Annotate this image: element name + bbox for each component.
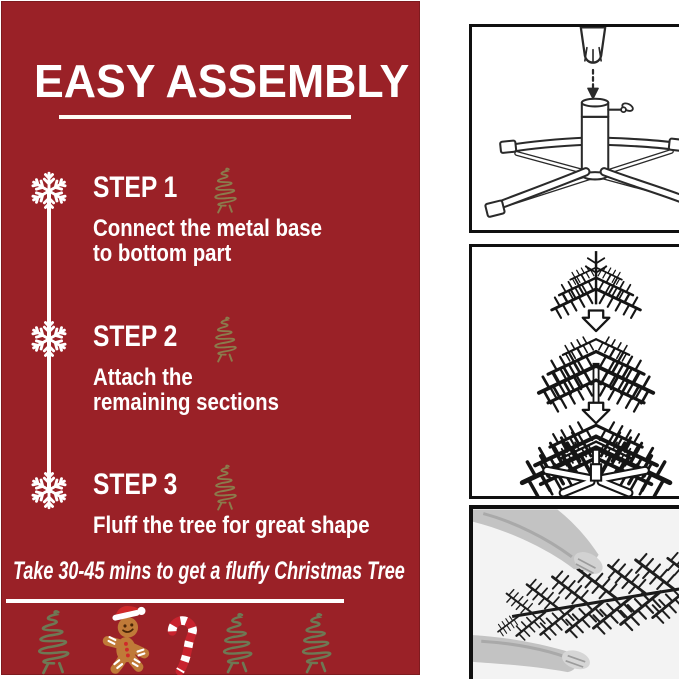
tree-base-stand-diagram xyxy=(472,27,679,230)
scribble-tree-icon xyxy=(208,167,242,214)
instructions-panel xyxy=(1,1,420,675)
step-2-label: STEP 2 xyxy=(93,320,178,353)
step-2-desc-line1: Attach the xyxy=(93,364,193,391)
tree-sections-stack-diagram xyxy=(472,247,679,496)
candy-cane-icon xyxy=(159,607,199,675)
step-2-description xyxy=(93,366,312,416)
step-3-header xyxy=(93,470,418,514)
step-1-label: STEP 1 xyxy=(93,171,178,204)
step-3-label: STEP 3 xyxy=(93,468,178,501)
assembly-time-note: Take 30-45 mins to get a fluffy Christmas Tree xyxy=(13,557,405,585)
step-3-description xyxy=(93,514,418,539)
step-1-header xyxy=(93,173,362,217)
snowflake-icon xyxy=(27,317,71,361)
scribble-tree-icon xyxy=(293,612,339,674)
gingerbread-man-icon xyxy=(96,603,154,675)
title-underline xyxy=(59,115,351,119)
metal-base-diagram-panel xyxy=(469,24,679,233)
hands-fluffing-branch-photo xyxy=(473,509,679,679)
step-3-desc-line1: Fluff the tree for great shape xyxy=(93,512,370,539)
step-1-desc-line2: to bottom part xyxy=(93,239,232,267)
step-1-description xyxy=(93,217,362,267)
scribble-tree-icon xyxy=(208,464,242,511)
scribble-tree-icon xyxy=(214,612,260,674)
scribble-tree-icon xyxy=(208,316,242,363)
scribble-tree-icon xyxy=(25,609,81,675)
snowflake-icon xyxy=(27,468,71,512)
tree-sections-diagram-panel xyxy=(469,244,679,499)
step-3 xyxy=(93,470,418,539)
step-1-desc-line1: Connect the metal base xyxy=(93,215,322,242)
step-2-header xyxy=(93,322,312,366)
snowflake-icon xyxy=(27,169,71,213)
step-1 xyxy=(93,173,362,267)
page-title: EASY ASSEMBLY xyxy=(34,54,410,107)
fluffing-photo-panel xyxy=(469,505,679,679)
step-2 xyxy=(93,322,312,416)
step-2-desc-line2: remaining sections xyxy=(93,388,279,416)
footer-divider-line xyxy=(6,599,344,603)
